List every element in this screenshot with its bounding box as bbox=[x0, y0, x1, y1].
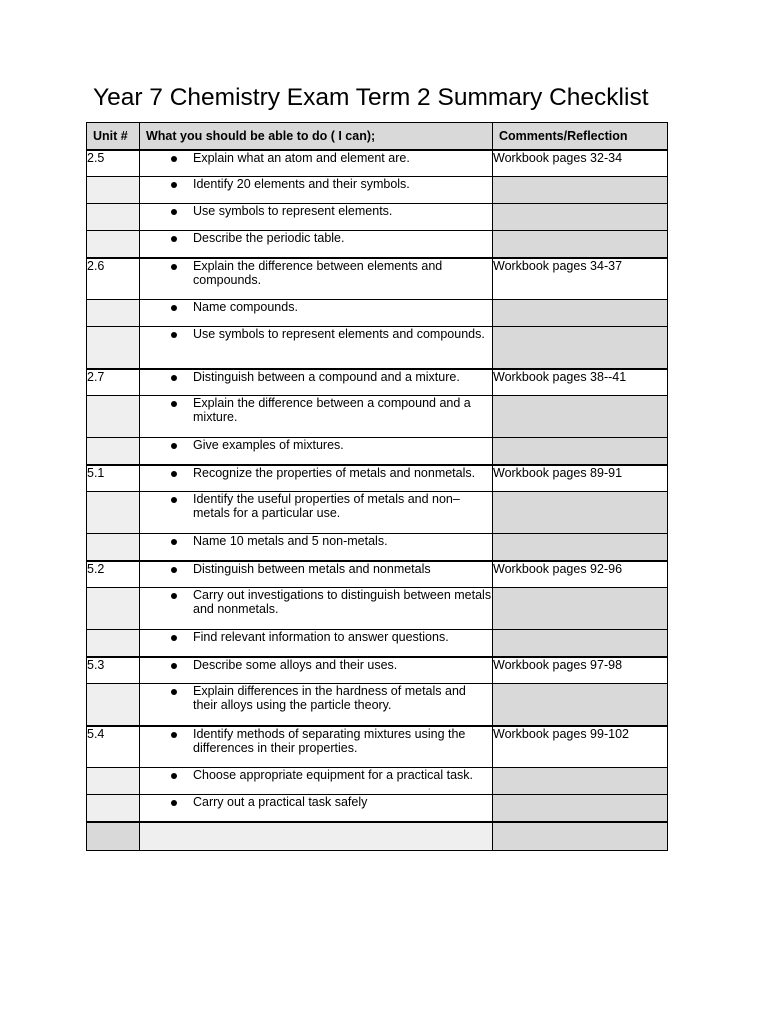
table-row bbox=[87, 258, 668, 300]
bullet-icon bbox=[171, 663, 177, 669]
list-item bbox=[140, 151, 492, 165]
can-cell bbox=[140, 465, 493, 492]
bullet-icon bbox=[171, 332, 177, 338]
unit-number bbox=[87, 231, 140, 258]
item-text: Identify the useful properties of metals and non–metals for a particular use. bbox=[193, 492, 460, 520]
list-item bbox=[140, 327, 492, 341]
table-row bbox=[87, 492, 668, 534]
unit-number: 5.2 bbox=[87, 561, 140, 588]
bullet-icon bbox=[171, 689, 177, 695]
unit-number bbox=[87, 204, 140, 231]
item-text: Distinguish between metals and nonmetals bbox=[193, 561, 431, 576]
list-item bbox=[140, 768, 492, 782]
comment-cell: Workbook pages 32-34 bbox=[493, 150, 668, 177]
bullet-icon bbox=[171, 773, 177, 779]
list-item bbox=[140, 231, 492, 245]
unit-number bbox=[87, 534, 140, 561]
comment-cell[interactable] bbox=[493, 177, 668, 204]
table-row bbox=[87, 657, 668, 684]
item-text: Use symbols to represent elements. bbox=[193, 204, 393, 218]
table-row bbox=[87, 588, 668, 630]
bullet-icon bbox=[171, 401, 177, 407]
can-cell bbox=[140, 204, 493, 231]
list-item bbox=[140, 684, 492, 712]
comment-cell: Workbook pages 38--41 bbox=[493, 369, 668, 396]
table-row bbox=[87, 630, 668, 657]
empty-cell bbox=[87, 822, 140, 851]
comment-cell: Workbook pages 89-91 bbox=[493, 465, 668, 492]
list-item bbox=[140, 466, 492, 480]
item-text: Find relevant information to answer questions. bbox=[193, 630, 449, 644]
list-item bbox=[140, 534, 492, 548]
can-cell bbox=[140, 396, 493, 438]
unit-number bbox=[87, 177, 140, 204]
item-text: Choose appropriate equipment for a practical task. bbox=[193, 768, 474, 782]
item-text: Identify methods of separating mixtures using the differences in their properties. bbox=[193, 726, 466, 755]
table-row bbox=[87, 327, 668, 369]
comment-cell[interactable] bbox=[493, 768, 668, 795]
can-cell bbox=[140, 327, 493, 369]
can-cell bbox=[140, 795, 493, 822]
unit-number bbox=[87, 588, 140, 630]
table-row-empty bbox=[87, 822, 668, 851]
list-item bbox=[140, 259, 492, 287]
table-row bbox=[87, 177, 668, 204]
list-item bbox=[140, 630, 492, 644]
unit-number: 2.7 bbox=[87, 369, 140, 396]
table-row bbox=[87, 684, 668, 726]
bullet-icon bbox=[171, 539, 177, 545]
can-cell bbox=[140, 561, 493, 588]
item-text: Identify 20 elements and their symbols. bbox=[193, 177, 410, 191]
table-row bbox=[87, 534, 668, 561]
item-text: Explain what an atom and element are. bbox=[193, 150, 410, 165]
bullet-icon bbox=[171, 236, 177, 242]
checklist-table bbox=[86, 122, 668, 851]
comment-cell[interactable] bbox=[493, 396, 668, 438]
unit-number bbox=[87, 300, 140, 327]
item-text: Explain the difference between a compound and a mixture. bbox=[193, 396, 471, 424]
can-cell bbox=[140, 657, 493, 684]
unit-number bbox=[87, 684, 140, 726]
bullet-icon bbox=[171, 305, 177, 311]
empty-cell bbox=[140, 822, 493, 851]
table-row bbox=[87, 768, 668, 795]
unit-number: 2.5 bbox=[87, 150, 140, 177]
table-row bbox=[87, 300, 668, 327]
unit-number bbox=[87, 630, 140, 657]
unit-number: 5.1 bbox=[87, 465, 140, 492]
unit-number: 5.3 bbox=[87, 657, 140, 684]
list-item bbox=[140, 300, 492, 314]
comment-cell[interactable] bbox=[493, 684, 668, 726]
list-item bbox=[140, 177, 492, 191]
unit-number bbox=[87, 396, 140, 438]
comment-cell: Workbook pages 92-96 bbox=[493, 561, 668, 588]
bullet-icon bbox=[171, 375, 177, 381]
bullet-icon bbox=[171, 732, 177, 738]
list-item bbox=[140, 562, 492, 576]
comment-cell: Workbook pages 97-98 bbox=[493, 657, 668, 684]
can-cell bbox=[140, 231, 493, 258]
comment-cell[interactable] bbox=[493, 492, 668, 534]
can-cell bbox=[140, 258, 493, 300]
bullet-icon bbox=[171, 800, 177, 806]
comment-cell[interactable] bbox=[493, 231, 668, 258]
empty-cell[interactable] bbox=[493, 822, 668, 851]
comment-cell[interactable] bbox=[493, 630, 668, 657]
can-cell bbox=[140, 726, 493, 768]
unit-number bbox=[87, 768, 140, 795]
comment-cell[interactable] bbox=[493, 204, 668, 231]
bullet-icon bbox=[171, 182, 177, 188]
comment-cell[interactable] bbox=[493, 588, 668, 630]
bullet-icon bbox=[171, 635, 177, 641]
bullet-icon bbox=[171, 567, 177, 573]
comment-cell[interactable] bbox=[493, 300, 668, 327]
can-cell bbox=[140, 588, 493, 630]
list-item bbox=[140, 658, 492, 672]
item-text: Recognize the properties of metals and nonmetals. bbox=[193, 465, 476, 480]
item-text: Name 10 metals and 5 non-metals. bbox=[193, 534, 388, 548]
page-title: Year 7 Chemistry Exam Term 2 Summary Checklist bbox=[93, 84, 649, 111]
header-unit: Unit # bbox=[87, 123, 140, 150]
can-cell bbox=[140, 630, 493, 657]
can-cell bbox=[140, 492, 493, 534]
unit-number bbox=[87, 492, 140, 534]
table-row bbox=[87, 561, 668, 588]
table-row bbox=[87, 465, 668, 492]
header-row bbox=[87, 123, 668, 150]
unit-number: 2.6 bbox=[87, 258, 140, 300]
list-item bbox=[140, 588, 492, 616]
can-cell bbox=[140, 150, 493, 177]
unit-number bbox=[87, 795, 140, 822]
bullet-icon bbox=[171, 209, 177, 215]
comment-cell[interactable] bbox=[493, 438, 668, 465]
bullet-icon bbox=[171, 497, 177, 503]
item-text: Explain the difference between elements and compounds. bbox=[193, 258, 443, 287]
bullet-icon bbox=[171, 443, 177, 449]
comment-cell[interactable] bbox=[493, 534, 668, 561]
bullet-icon bbox=[171, 593, 177, 599]
unit-number: 5.4 bbox=[87, 726, 140, 768]
list-item bbox=[140, 492, 492, 520]
item-text: Use symbols to represent elements and compounds. bbox=[193, 327, 485, 341]
can-cell bbox=[140, 438, 493, 465]
table-row bbox=[87, 438, 668, 465]
item-text: Explain differences in the hardness of metals and their alloys using the particle theory. bbox=[193, 684, 466, 712]
can-cell bbox=[140, 369, 493, 396]
list-item bbox=[140, 396, 492, 424]
item-text: Give examples of mixtures. bbox=[193, 438, 344, 452]
list-item bbox=[140, 727, 492, 755]
table-row bbox=[87, 231, 668, 258]
can-cell bbox=[140, 768, 493, 795]
table-row bbox=[87, 369, 668, 396]
table-row bbox=[87, 204, 668, 231]
comment-cell: Workbook pages 34-37 bbox=[493, 258, 668, 300]
unit-number bbox=[87, 327, 140, 369]
table-row bbox=[87, 396, 668, 438]
list-item bbox=[140, 370, 492, 384]
item-text: Distinguish between a compound and a mixture. bbox=[193, 369, 460, 384]
item-text: Carry out a practical task safely bbox=[193, 795, 368, 809]
table-row bbox=[87, 726, 668, 768]
header-comments: Comments/Reflection bbox=[493, 123, 668, 150]
item-text: Name compounds. bbox=[193, 300, 298, 314]
list-item bbox=[140, 795, 492, 809]
item-text: Describe the periodic table. bbox=[193, 231, 345, 245]
list-item bbox=[140, 204, 492, 218]
unit-number bbox=[87, 438, 140, 465]
can-cell bbox=[140, 300, 493, 327]
item-text: Describe some alloys and their uses. bbox=[193, 657, 398, 672]
can-cell bbox=[140, 684, 493, 726]
comment-cell[interactable] bbox=[493, 795, 668, 822]
can-cell bbox=[140, 177, 493, 204]
table-row bbox=[87, 150, 668, 177]
bullet-icon bbox=[171, 156, 177, 162]
list-item bbox=[140, 438, 492, 452]
bullet-icon bbox=[171, 264, 177, 270]
header-can: What you should be able to do ( I can); bbox=[140, 123, 493, 150]
can-cell bbox=[140, 534, 493, 561]
bullet-icon bbox=[171, 471, 177, 477]
table-row bbox=[87, 795, 668, 822]
comment-cell[interactable] bbox=[493, 327, 668, 369]
item-text: Carry out investigations to distinguish between metals and nonmetals. bbox=[193, 588, 492, 616]
comment-cell: Workbook pages 99-102 bbox=[493, 726, 668, 768]
